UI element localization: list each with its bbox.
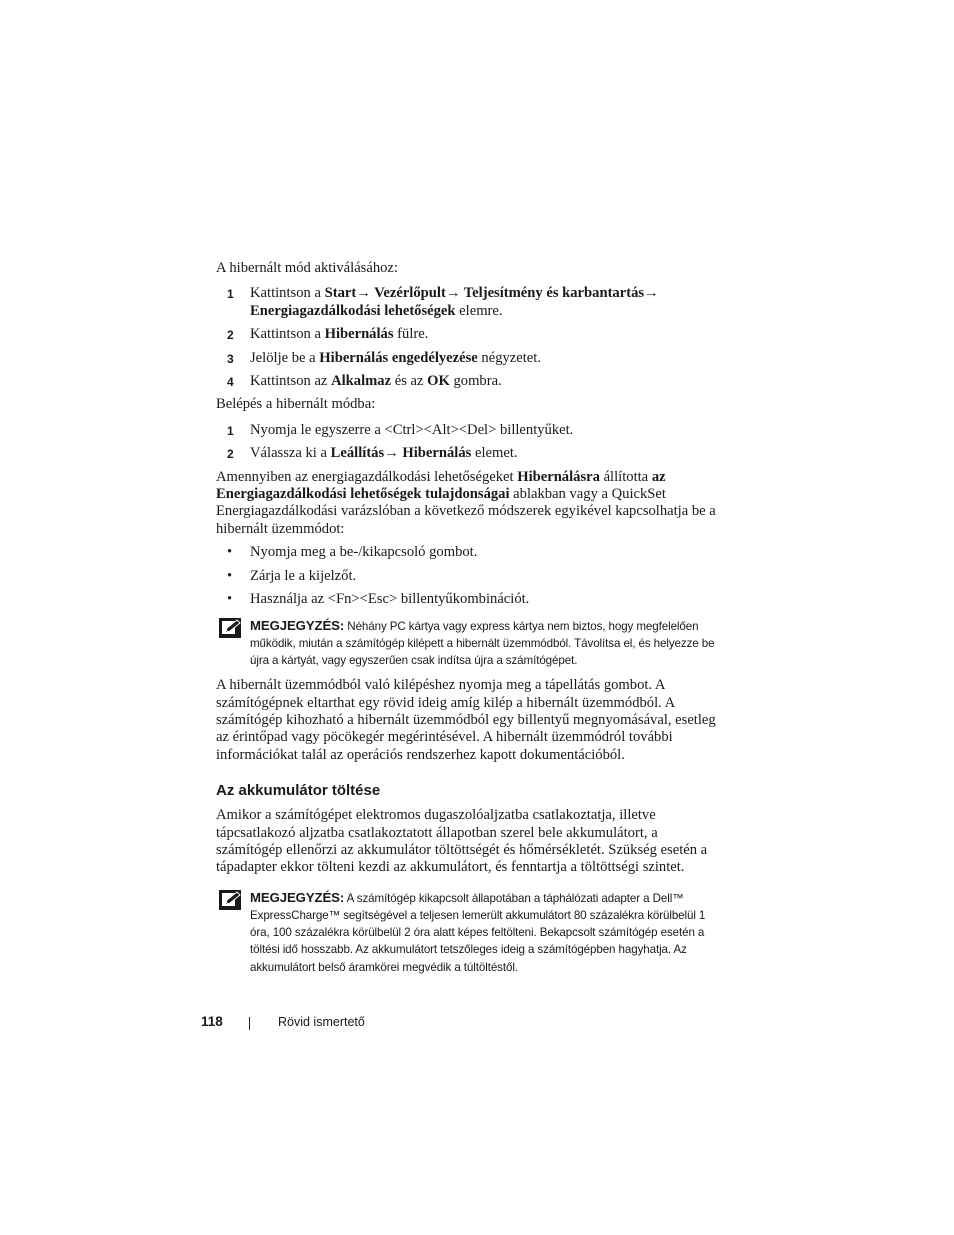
page-content	[216, 260, 716, 984]
step-text: Jelölje be a	[250, 349, 320, 366]
step-text: Nyomja le egyszerre a <Ctrl><Alt><Del> billentyűket.	[250, 421, 574, 438]
step-text: fülre.	[393, 326, 429, 343]
step-item	[216, 285, 716, 320]
footer-divider	[249, 1017, 250, 1030]
note-label: MEGJEGYZÉS:	[250, 617, 345, 633]
step-bold: Hibernálás	[398, 445, 472, 462]
para-text: ablakban vagy a QuickSet Energiagazdálkodási varázslóban a következő módszerek egyikével kapcsolhatja be a hibernált üzemmódot:	[216, 486, 716, 537]
intro-enter-hibernate: Belépés a hibernált módba:	[216, 396, 376, 413]
bullet-symbol: •	[227, 567, 233, 584]
step-bold: Vezérlőpult	[370, 285, 446, 302]
step-number: 1	[227, 423, 234, 438]
para-text: állította	[599, 468, 652, 485]
step-text: elemet.	[471, 445, 518, 462]
bullet-item	[216, 591, 716, 608]
arrow: →	[384, 445, 399, 462]
exit-hibernate-paragraph: A hibernált üzemmódból való kilépéshez nyomja meg a tápellátás gombot. A számítógépnek eltarthat egy rövid ideig amíg kilép a hibernált üzemmódból. A számítógép kihozható a hibernált üzemmódból egy billentyű megnyomásával, esetleg az érintőpad vagy pöcökegér megérintésével. A hibernált üzemmódról további információkat talál az operációs rendszerhez kapott dokumentációból.	[216, 677, 716, 763]
step-item	[216, 422, 716, 439]
enter-steps	[216, 422, 716, 463]
step-item	[216, 445, 716, 462]
bullet-symbol: •	[227, 544, 233, 561]
note-text: A számítógép kikapcsolt állapotában a táphálózati adapter a Dell™ ExpressCharge™ segítségével a teljesen lemerült akkumulátort 80 százalékra körülbelül 1 óra, 100 százalékra körülbelül 2 óra alatt képes feltölteni. Bekapcsolt számítógép esetén a töltési idő hosszabb. Az akkumulátort tetszőleges ideig a számítógépben hagyhatja. Az akkumulátort belső áramkörei megvédik a túltöltéstől.	[250, 891, 706, 974]
bullet-text: Nyomja meg a be-/kikapcsoló gombot.	[250, 544, 478, 561]
step-bold: Alkalmaz	[331, 373, 392, 390]
bullet-item	[216, 544, 716, 561]
page-footer	[201, 1014, 365, 1029]
para-bold: Hibernálásra	[517, 468, 600, 485]
step-bold: Hibernálás engedélyezése	[319, 349, 478, 366]
step-text: Kattintson a	[250, 285, 325, 302]
step-text: négyzetet.	[477, 349, 541, 366]
step-bold: Teljesítmény és karbantartás	[460, 285, 645, 302]
intro-hibernate-activate: A hibernált mód aktiválásához:	[216, 260, 398, 276]
step-item	[216, 326, 716, 343]
arrow: →	[644, 285, 659, 302]
bullet-item	[216, 568, 716, 585]
step-bold: Hibernálás	[324, 326, 394, 343]
bullet-text: Zárja le a kijelzőt.	[250, 567, 357, 584]
para-text: Amennyiben az energiagazdálkodási lehetőségeket	[216, 468, 518, 485]
section-heading: Az akkumulátor töltése	[216, 782, 381, 800]
step-number: 2	[227, 447, 234, 462]
charging-paragraph: Amikor a számítógépet elektromos dugaszolóaljzatba csatlakoztatja, illetve tápcsatlakozó aljzatba csatlakoztatott állapotban szerel bele akkumulátort, a számítógép ellenőrzi az akkumulátor töltöttségét és hőmérsékletét. Szükség esetén a tápadapter ekkor tölteni kezdi az akkumulátort, és fenntartja a töltöttségi szintet.	[216, 807, 708, 876]
step-item	[216, 373, 716, 390]
page-number: 118	[201, 1014, 223, 1029]
step-text: elemre.	[455, 302, 503, 319]
step-text: Válassza ki a	[250, 445, 331, 462]
footer-title: Rövid ismertető	[278, 1015, 365, 1029]
step-number: 1	[227, 287, 234, 302]
note-pc-card	[216, 617, 716, 670]
step-text: Kattintson az	[250, 373, 332, 390]
step-bold: Energiagazdálkodási lehetőségek	[250, 302, 456, 319]
method-bullets	[216, 544, 716, 608]
step-number: 3	[227, 351, 234, 366]
step-text: gombra.	[449, 373, 502, 390]
step-bold: Start	[324, 285, 357, 302]
note-text: Néhány PC kártya vagy express kártya nem biztos, hogy megfelelően működik, miután a számítógép kilépett a hibernált üzemmódból. Távolítsa el, és helyezze be újra a kártyát, vagy egyszerűen csak indítsa újra a számítógépet.	[250, 619, 715, 667]
step-text: Kattintson a	[250, 326, 325, 343]
note-expresscharge	[216, 889, 716, 976]
note-pencil-icon	[219, 618, 241, 638]
activation-steps	[216, 285, 716, 390]
step-number: 2	[227, 328, 234, 343]
step-bold: Leállítás	[330, 445, 385, 462]
note-label: MEGJEGYZÉS:	[250, 889, 345, 905]
step-item	[216, 350, 716, 367]
power-options-paragraph	[216, 469, 716, 539]
note-pencil-icon	[219, 890, 241, 910]
step-number: 4	[227, 375, 234, 390]
arrow: →	[356, 285, 371, 302]
para-bold: az Energiagazdálkodási lehetőségek tulajdonságai	[216, 468, 666, 503]
step-text: és az	[391, 373, 428, 390]
bullet-symbol: •	[227, 591, 233, 608]
step-bold: OK	[427, 373, 450, 390]
arrow: →	[445, 285, 461, 302]
bullet-text: Használja az <Fn><Esc> billentyűkombinációt.	[250, 591, 530, 608]
